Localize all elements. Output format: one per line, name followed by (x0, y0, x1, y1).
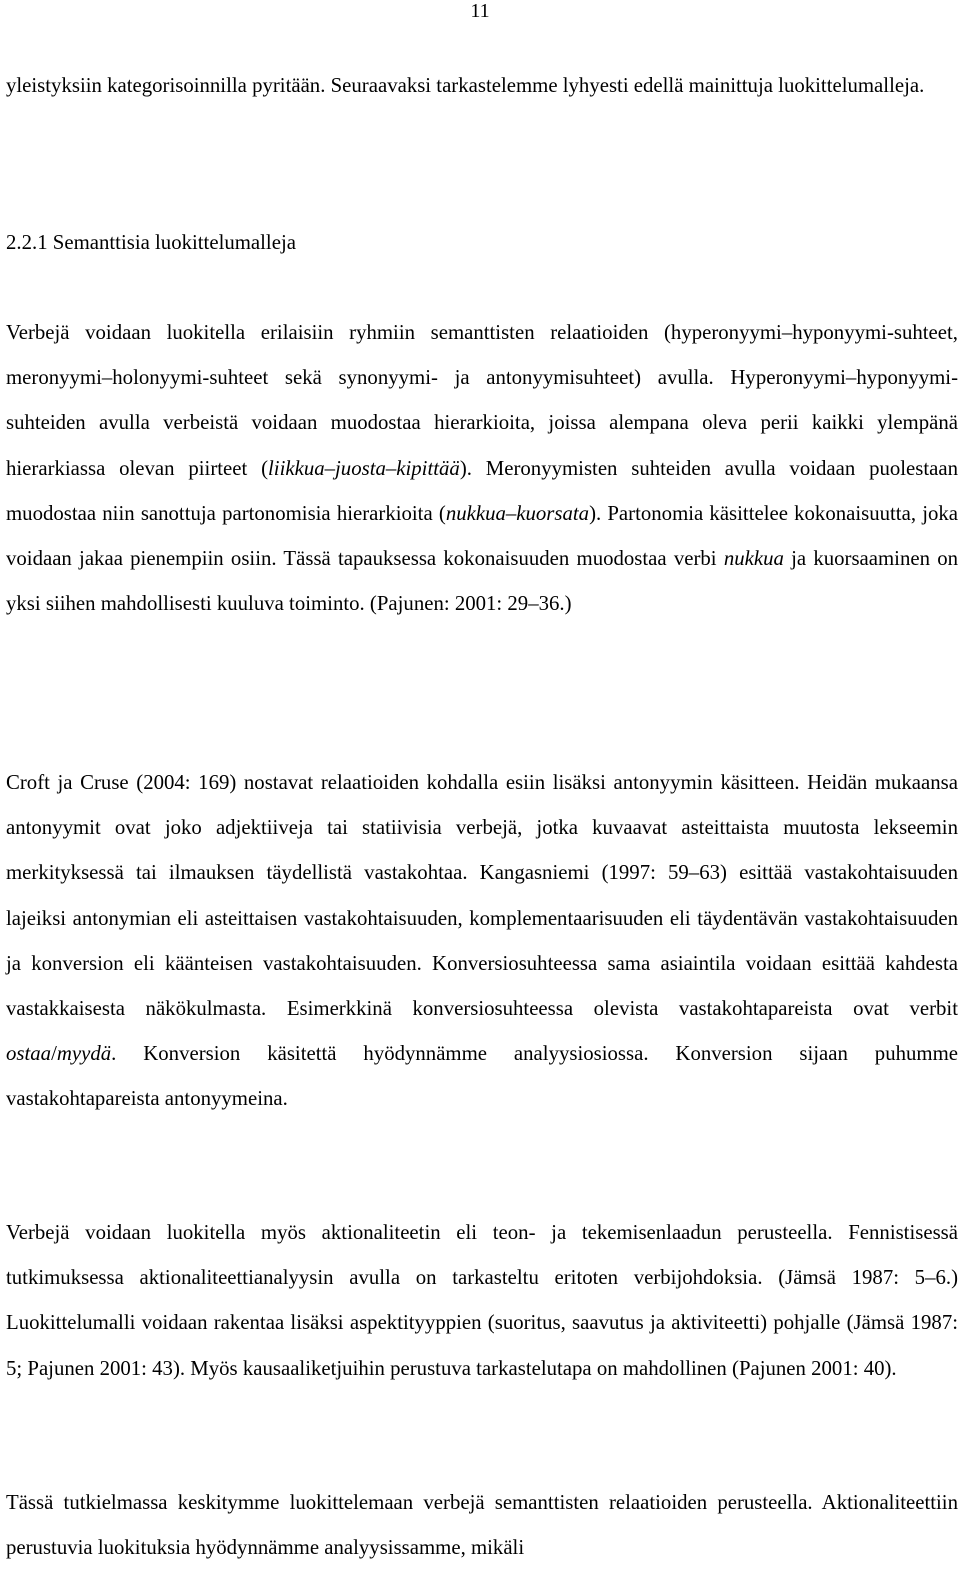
paragraph-focus (6, 1480, 958, 1570)
paragraph-aktionalitet (6, 1210, 958, 1391)
paragraph-text: . Konversion käsitettä hyödynnämme analyysiosiossa. Konversion sijaan puhumme vastakohtapareista antonyymeina. (6, 1042, 958, 1111)
paragraph-antonyms (6, 760, 958, 1122)
paragraph-text: yleistyksiin kategorisoinnilla pyritään. Seuraavaksi tarkastelemme lyhyesti edellä mainittuja luokittelumalleja. (6, 74, 925, 97)
example-term: liikkua–juosta–kipittää (268, 456, 460, 480)
paragraph-semantic-relations (6, 310, 958, 626)
example-term: nukkua (723, 547, 784, 571)
paragraph-text: ). Partonomia käsittelee kokonaisuutta, joka voidaan jakaa pienempiin osiin. Tässä tapauksessa kokonaisuuden muodostaa verbi (6, 501, 958, 571)
example-term: ostaa (6, 1042, 52, 1066)
paragraph-intro (6, 63, 958, 108)
section-heading (6, 220, 296, 265)
example-term: myydä (56, 1042, 112, 1066)
paragraph-text: Verbejä voidaan luokitella myös aktionaliteetin eli teon- ja tekemisenlaadun perusteella. Fennistisessä tutkimuksessa aktionaliteettianalyysin avulla on tarkasteltu eritoten verbijohdoksia. (Jämsä 1987: 5–6.) Luokittelumalli voidaan rakentaa lisäksi aspektityyppien (suoritus, saavutus ja aktiviteetti) pohjalle (Jämsä 1987: 5; Pajunen 2001: 43). Myös kausaaliketjuihin perustuva tarkastelutapa on mahdollinen (Pajunen 2001: 40). (6, 1221, 958, 1380)
paragraph-text: Tässä tutkielmassa keskitymme luokittelemaan verbejä semanttisten relaatioiden perusteella. Aktionaliteettiin perustuvia luokituksia hyödynnämme analyysissamme, mikäli (6, 1491, 958, 1560)
paragraph-text: Verbejä voidaan luokitella erilaisiin ryhmiin semanttisten relaatioiden (hyperonyymi–hyponyymi-suhteet, meronyymi–holonyymi-suhteet sekä synonyymi- ja antonyymisuhteet) avulla. Hyperonyymi–hyponyymi-suhteiden avulla verbeistä voidaan muodostaa hierarkioita, joissa alempana oleva perii kaikki ylempänä hierarkiassa olevan piirteet ( (6, 321, 958, 480)
heading-text: 2.2.1 Semanttisia luokittelumalleja (6, 231, 296, 254)
paragraph-text: / (51, 1042, 57, 1066)
paragraph-text: Croft ja Cruse (2004: 169) nostavat relaatioiden kohdalla esiin lisäksi antonyymin käsitteen. Heidän mukaansa antonyymit ovat joko adjektiiveja tai statiivisia verbejä, jotka kuvaavat asteittaista muutosta lekseemin merkityksessä tai ilmauksen täydellistä vastakohtaa. Kangasniemi (1997: 59–63) esittää vastakohtaisuuden lajeiksi antonymian eli asteittaisen vastakohtaisuuden, komplementaarisuuden eli täydentävän vastakohtaisuuden ja konversion eli käänteisen vastakohtaisuuden. Konversiosuhteessa sama asiaintila voidaan esittää kahdesta vastakkaisesta näkökulmasta. Esimerkkinä konversiosuhteessa olevista vastakohtapareista ovat verbit (6, 771, 958, 1021)
paragraph-text: ja kuorsaaminen on yksi siihen mahdollisesti kuuluva toiminto. (Pajunen: 2001: 29–36.) (6, 547, 958, 616)
paragraph-text: ). Meronyymisten suhteiden avulla voidaan puolestaan muodostaa niin sanottuja partonomisia hierarkioita ( (6, 456, 959, 525)
example-term: nukkua–kuorsata (445, 501, 590, 525)
page-number: 11 (470, 0, 490, 22)
